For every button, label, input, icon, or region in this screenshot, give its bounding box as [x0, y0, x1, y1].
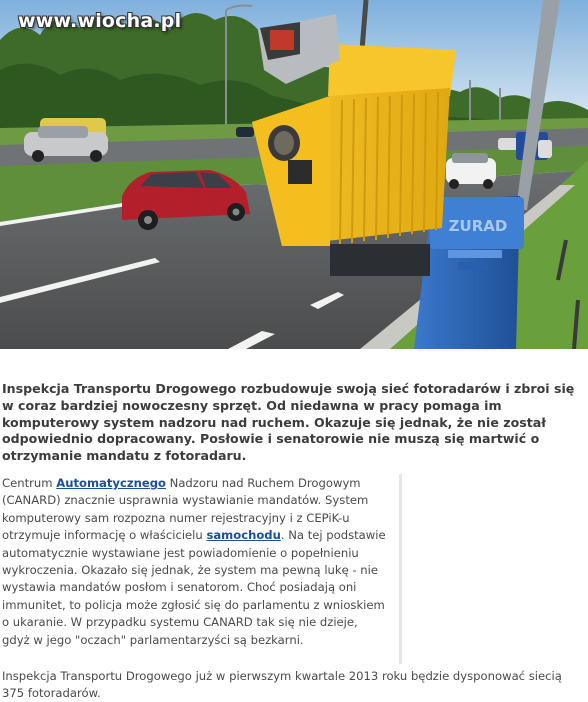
article-lead: Inspekcja Transportu Drogowego rozbudowuje swoją sieć fotoradarów i zbroi się w coraz bardziej nowoczesny sprzęt. Od niedawna w pracy pomaga im komputerowy system nadzoru nad ruchem. Okazuje się jednak, że nie został odpowiednio dopracowany. Posłowie i senatorowie nie muszą się martwić o otrzymanie mandatu z fotoradaru.: [2, 381, 575, 464]
site-watermark: www.wiocha.pl: [18, 10, 182, 32]
column-divider: [399, 474, 402, 664]
body-text-2: Nadzoru nad Ruchem Drogowym (CANARD) znacznie usprawnia wystawianie mandatów. System komputerowy sam rozpozna numer rejestracyjny i z CEPiK-u otrzymuje informację o właścicielu: [2, 476, 369, 543]
link-automatycznego[interactable]: Automatycznego: [56, 476, 166, 490]
radar-housing: [252, 14, 456, 246]
article-photo: [0, 0, 588, 349]
article-closing: Inspekcja Transportu Drogowego już w pierwszym kwartale 2013 roku będzie dysponować siecią 375 fotoradarów.: [2, 669, 562, 700]
radar-brand-label: ZURAD: [448, 217, 508, 235]
body-text-3: . Na tej podstawie automatycznie wystawiane jest powiadomienie o popełnieniu wykroczenia. Okazało się jednak, że system ma pewną lukę - nie wystawia mandatów posłom i senatorom. Choć posiadają oni immunitet, to policja może zgłosić się do parlamentu z wnioskiem o ukaranie. W przypadku systemu CANARD tak się nie dzieje, gdyż w jego "oczach" parlamentarzyści są bezkarni.: [2, 528, 386, 647]
link-samochodu[interactable]: samochodu: [206, 528, 281, 543]
body-text-1: Centrum: [2, 476, 57, 490]
article-body: [2, 475, 386, 649]
speed-camera-photo: [0, 0, 588, 349]
